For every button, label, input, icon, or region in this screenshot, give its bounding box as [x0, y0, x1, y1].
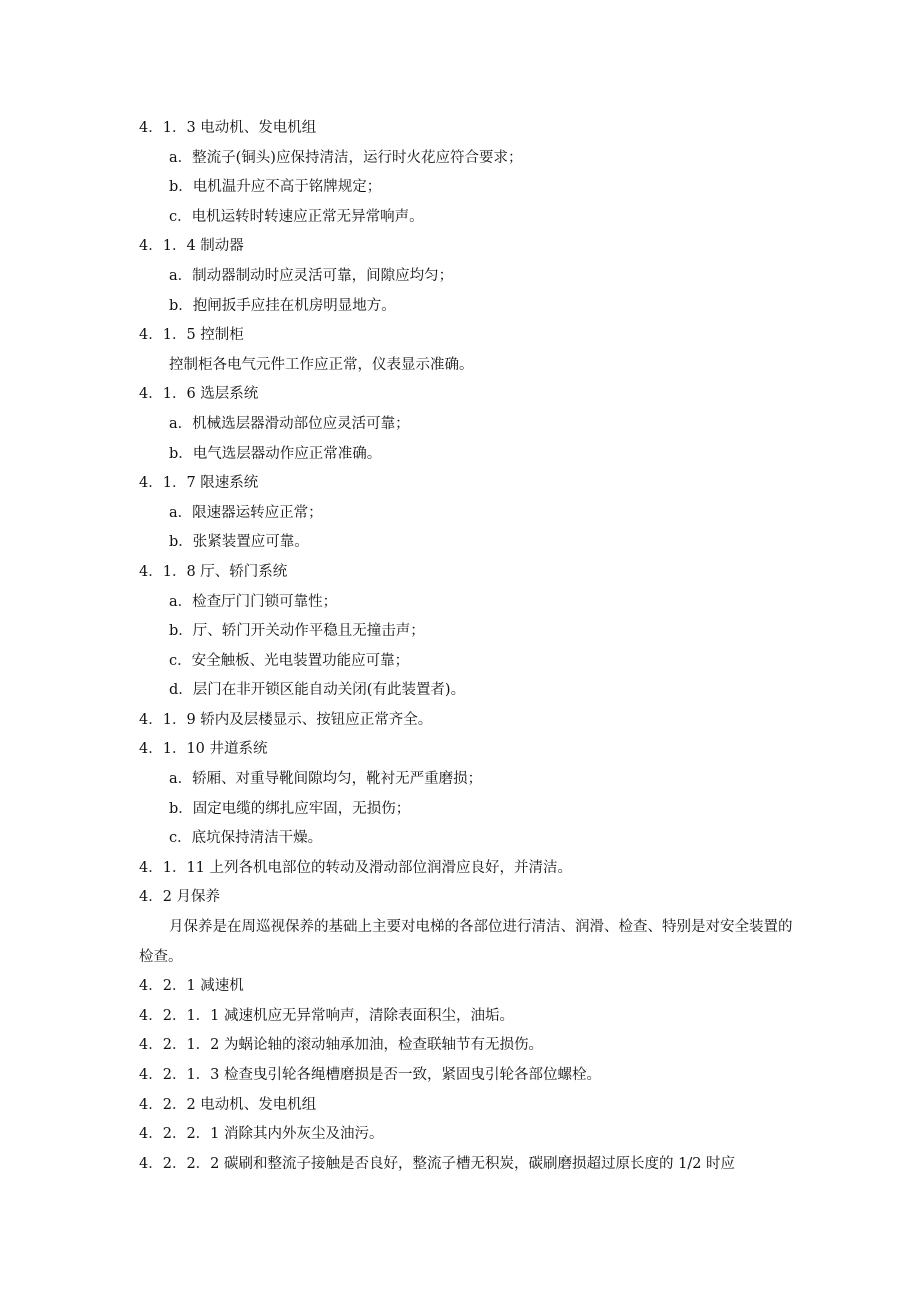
list-item: a．限速器运转应正常；	[169, 504, 323, 521]
paragraph: 月保养是在周巡视保养的基础上主要对电梯的各部位进行清洁、润滑、检查、特别是对安全装置的检查。	[139, 919, 793, 965]
section-heading: 4．2．1 减速机	[139, 978, 244, 995]
list-item: c．底坑保持清洁干燥。	[169, 830, 323, 847]
list-item: c．安全触板、光电装置功能应可靠；	[169, 652, 410, 669]
section-heading: 4．2．2 电动机、发电机组	[139, 1096, 317, 1113]
section-heading: 4．2．2．1 消除其内外灰尘及油污。	[139, 1126, 384, 1143]
list-item: a．机械选层器滑动部位应灵活可靠；	[169, 415, 410, 432]
section-heading: 4．1．8 厅、轿门系统	[139, 563, 288, 580]
list-item: 控制柜各电气元件工作应正常，仪表显示准确。	[169, 356, 474, 373]
section-heading: 4．2．2．2 碳刷和整流子接触是否良好，整流子槽无积炭，碳刷磨损超过原长度的 1/2 时应	[139, 1155, 736, 1172]
list-item: b．电机温升应不高于铭牌规定；	[169, 179, 382, 196]
list-item: a．检查厅门门锁可靠性；	[169, 593, 338, 610]
section-heading: 4．1．6 选层系统	[139, 386, 259, 403]
section-heading: 4．1．7 限速系统	[139, 475, 259, 492]
list-item: d．层门在非开锁区能自动关闭(有此装置者)。	[169, 682, 466, 699]
section-heading: 4．2．1．1 减速机应无异常响声，清除表面积尘，油垢。	[139, 1007, 515, 1024]
list-item: b．张紧装置应可靠。	[169, 534, 309, 551]
list-item: b．厅、轿门开关动作平稳且无撞击声；	[169, 623, 425, 640]
section-heading: 4．2．1．3 检查曳引轮各绳槽磨损是否一致，紧固曳引轮各部位螺栓。	[139, 1067, 602, 1083]
section-heading: 4．2．1．2 为蜗论轴的滚动轴承加油，检查联轴节有无损伤。	[139, 1037, 544, 1054]
list-item: b．电气选层器动作应正常准确。	[169, 445, 382, 462]
list-item: c．电机运转时转速应正常无异常响声。	[169, 208, 424, 225]
list-item: b．抱闸扳手应挂在机房明显地方。	[169, 297, 396, 314]
section-heading: 4．1．3 电动机、发电机组	[139, 120, 317, 136]
list-item: a．制动器制动时应灵活可靠，间隙应均匀；	[169, 267, 454, 284]
section-heading: 4．1．9 轿内及层楼显示、按钮应正常齐全。	[139, 711, 433, 728]
list-item: a．整流子(铜头)应保持清洁，运行时火花应符合要求；	[169, 149, 523, 166]
document-body	[139, 114, 799, 1179]
section-heading: 4．1．5 控制柜	[139, 327, 244, 344]
list-item: b．固定电缆的绑扎应牢固，无损伤；	[169, 800, 411, 817]
section-heading: 4．1．4 制动器	[139, 238, 244, 255]
section-heading: 4．1．11 上列各机电部位的转动及滑动部位润滑应良好，并清洁。	[139, 859, 573, 876]
section-heading: 4．2 月保养	[139, 889, 221, 906]
section-heading: 4．1．10 井道系统	[139, 741, 268, 758]
list-item: a．轿厢、对重导靴间隙均匀，靴衬无严重磨损；	[169, 771, 483, 788]
